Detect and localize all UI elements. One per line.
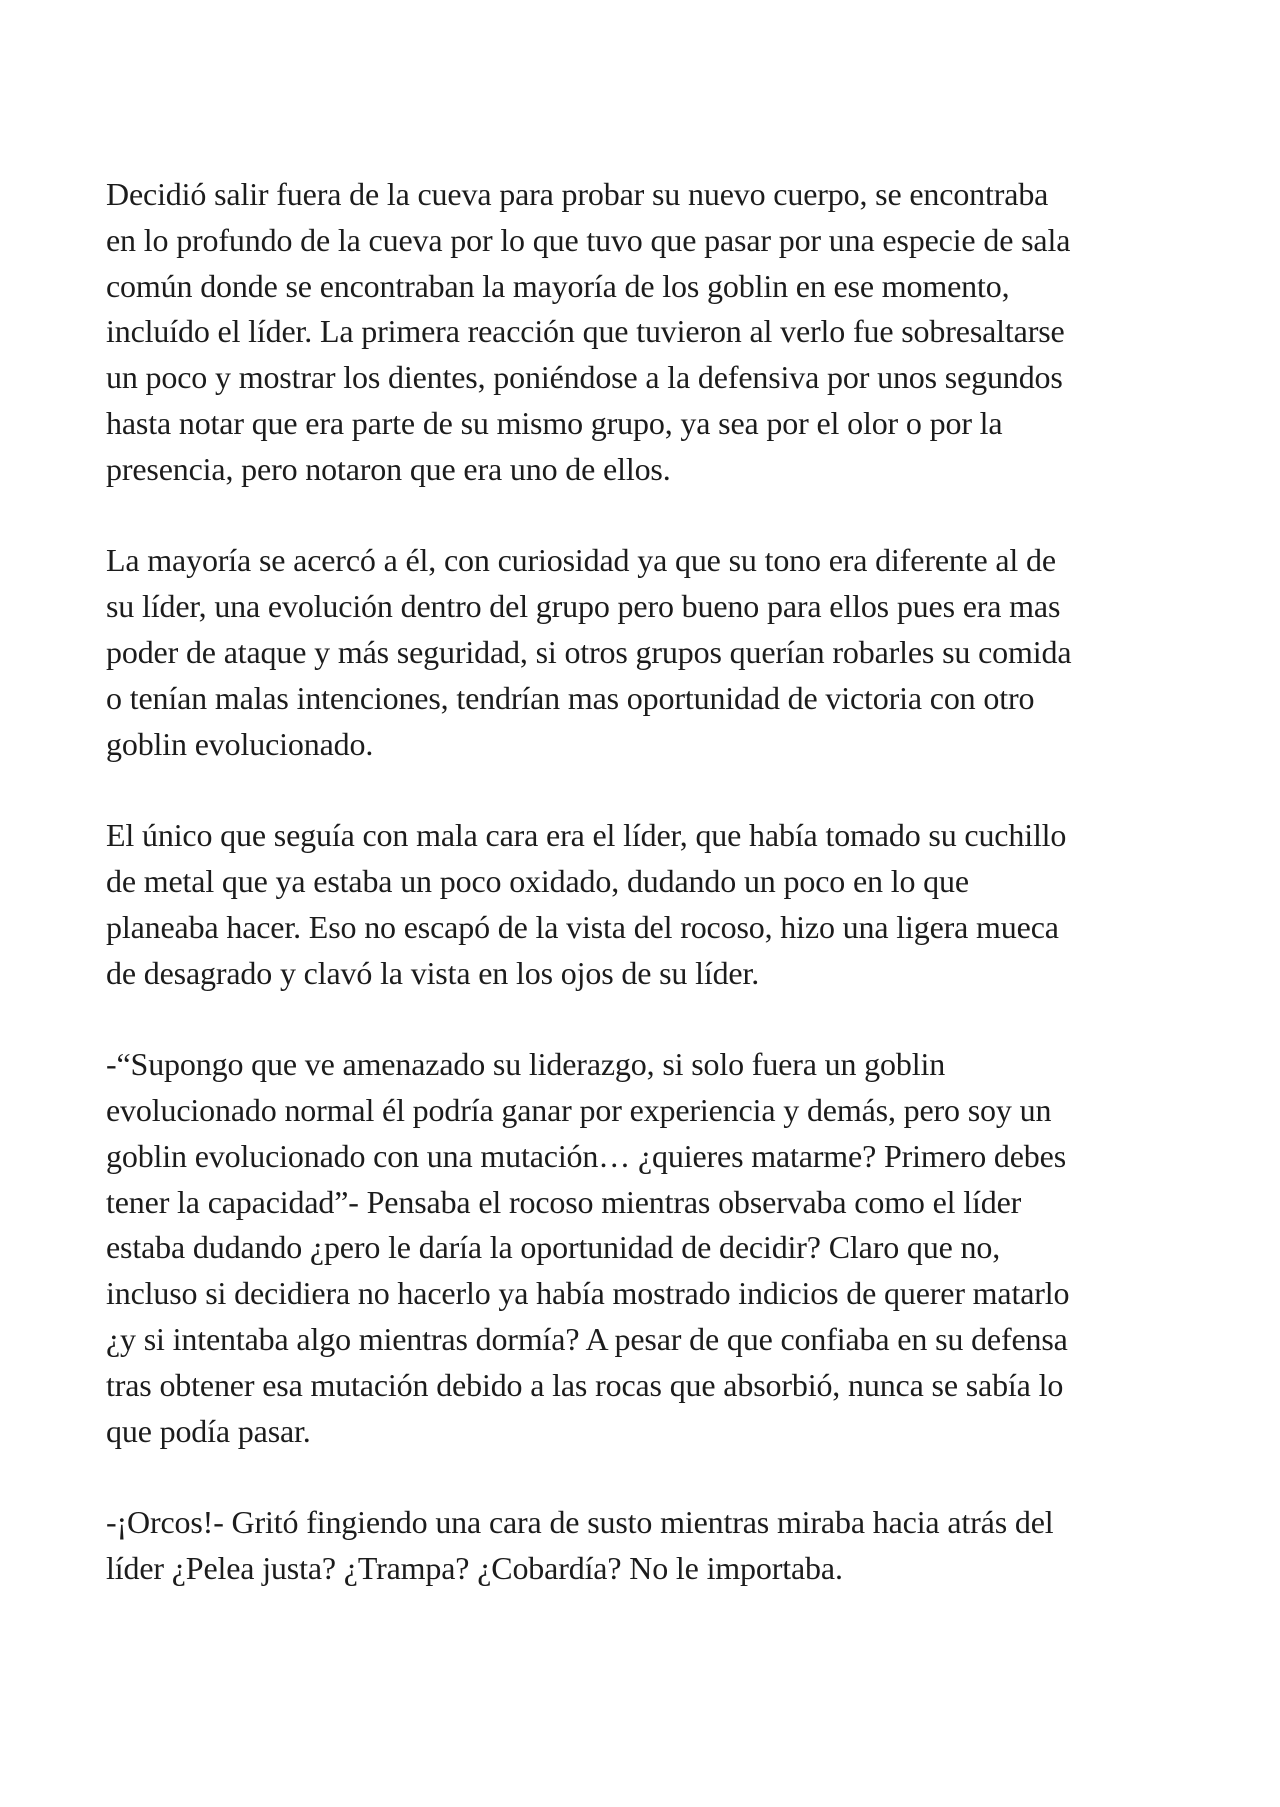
text-line: común donde se encontraban la mayoría de los goblin en ese momento, — [106, 267, 1010, 304]
text-line: -¡Orcos!- Gritó fingiendo una cara de susto mientras miraba hacia atrás del — [106, 1504, 1054, 1541]
paragraph-5 — [106, 1500, 1186, 1592]
text-line: goblin evolucionado. — [106, 725, 374, 762]
paragraph-1 — [106, 172, 1186, 493]
text-line: evolucionado normal él podría ganar por experiencia y demás, pero soy un — [106, 1091, 1052, 1128]
text-line: incluído el líder. La primera reacción que tuvieron al verlo fue sobresaltarse — [106, 313, 1065, 350]
paragraph-2 — [106, 538, 1186, 767]
text-line: hasta notar que era parte de su mismo grupo, ya sea por el olor o por la — [106, 404, 1003, 441]
text-line: de desagrado y clavó la vista en los ojos de su líder. — [106, 954, 760, 991]
text-line: La mayoría se acercó a él, con curiosidad ya que su tono era diferente al de — [106, 542, 1056, 579]
text-line: incluso si decidiera no hacerlo ya había mostrado indicios de querer matarlo — [106, 1275, 1070, 1312]
text-line: goblin evolucionado con una mutación… ¿quieres matarme? Primero debes — [106, 1137, 1067, 1174]
text-line: poder de ataque y más seguridad, si otros grupos querían robarles su comida — [106, 633, 1072, 670]
text-line: de metal que ya estaba un poco oxidado, dudando un poco en lo que — [106, 862, 969, 899]
document-body — [106, 172, 1186, 1638]
text-line: tener la capacidad”- Pensaba el rocoso mientras observaba como el líder — [106, 1183, 1022, 1220]
text-line: su líder, una evolución dentro del grupo pero bueno para ellos pues era mas — [106, 588, 1061, 625]
paragraph-3 — [106, 813, 1186, 996]
text-line: presencia, pero notaron que era uno de ellos. — [106, 450, 671, 487]
text-line: tras obtener esa mutación debido a las rocas que absorbió, nunca se sabía lo — [106, 1366, 1064, 1403]
text-line: que podía pasar. — [106, 1412, 311, 1449]
paragraph-4 — [106, 1042, 1186, 1454]
text-line: Decidió salir fuera de la cueva para probar su nuevo cuerpo, se encontraba — [106, 176, 1049, 212]
text-line: un poco y mostrar los dientes, poniéndose a la defensiva por unos segundos — [106, 359, 1063, 396]
text-line: líder ¿Pelea justa? ¿Trampa? ¿Cobardía? No le importaba. — [106, 1549, 843, 1586]
text-line: o tenían malas intenciones, tendrían mas oportunidad de victoria con otro — [106, 679, 1035, 716]
text-line: en lo profundo de la cueva por lo que tuvo que pasar por una especie de sala — [106, 221, 1071, 258]
text-line: El único que seguía con mala cara era el líder, que había tomado su cuchillo — [106, 817, 1067, 854]
text-line: ¿y si intentaba algo mientras dormía? A pesar de que confiaba en su defensa — [106, 1320, 1068, 1357]
text-line: -“Supongo que ve amenazado su liderazgo, si solo fuera un goblin — [106, 1046, 946, 1083]
text-line: planeaba hacer. Eso no escapó de la vista del rocoso, hizo una ligera mueca — [106, 908, 1059, 945]
text-line: estaba dudando ¿pero le daría la oportunidad de decidir? Claro que no, — [106, 1229, 1001, 1266]
